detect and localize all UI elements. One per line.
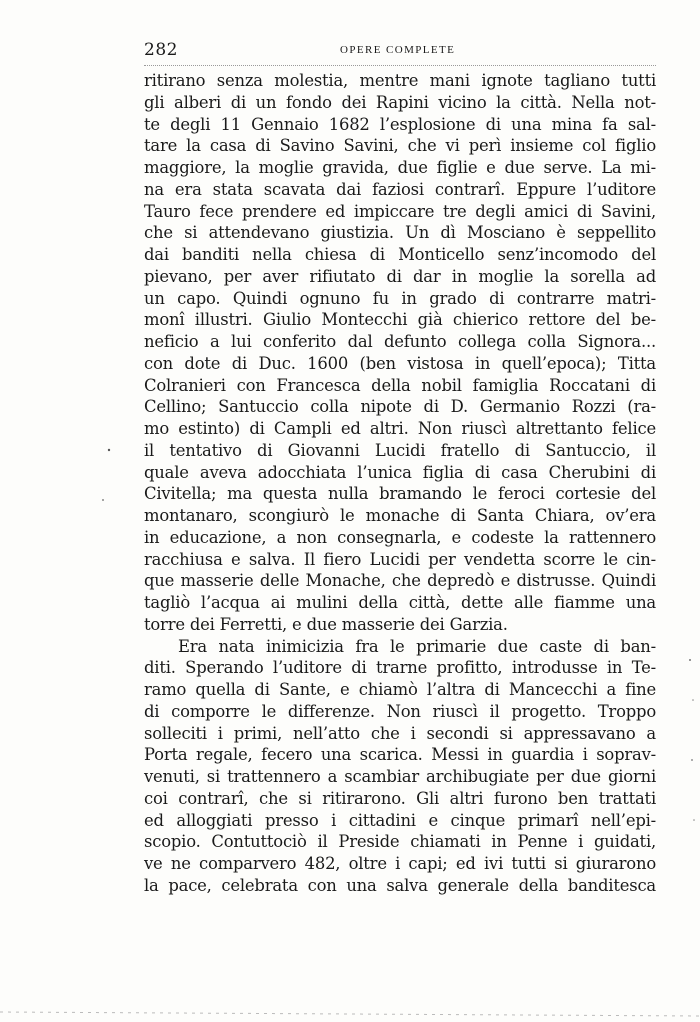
- text-line: pievano, per aver rifiutato di dar in moglie la sorella ad: [144, 266, 656, 286]
- text-line: ritirano senza molestia, mentre mani ignote tagliano tutti: [144, 71, 656, 90]
- text-line: torre dei Ferretti, e due masserie dei Garzia.: [144, 614, 508, 634]
- text-line: la pace, celebrata con una salva generale della banditesca: [144, 875, 656, 895]
- text-line: tagliò l’acqua ai mulini della città, dette alle fiamme una: [144, 593, 656, 612]
- text-line: Civitella; ma questa nulla bramando le feroci cortesie del: [144, 484, 656, 504]
- text-line: scopio. Contuttociò il Preside chiamati in Penne i guidati,: [144, 832, 656, 852]
- scan-speck: [102, 499, 104, 501]
- header-rule: [144, 65, 656, 66]
- text-line: il tentativo di Giovanni Lucidi fratello di Santuccio, il: [144, 440, 656, 460]
- text-line: Tauro fece prendere ed impiccare tre degli amici di Savini,: [144, 201, 656, 221]
- text-line: racchiusa e salva. Il fiero Lucidi per vendetta scorre le cin-: [144, 549, 656, 569]
- text-line: monî illustri. Giulio Montecchi già chierico rettore del be-: [144, 310, 656, 330]
- text-line: coi contrarî, che si ritirarono. Gli altri furono ben trattati: [144, 788, 656, 808]
- text-line: ve ne comparvero 482, oltre i capi; ed ivi tutti si giurarono: [144, 854, 656, 873]
- text-line: solleciti i primi, nell’atto che i secondi si appressavano a: [144, 723, 656, 743]
- text-line: venuti, si trattennero a scambiar archibugiate per due giorni: [144, 767, 656, 786]
- running-title: OPERE COMPLETE: [340, 44, 456, 56]
- scan-speck: [691, 759, 693, 761]
- text-line: que masserie delle Monache, che depredò e distrusse. Quindi: [144, 571, 656, 591]
- text-line: ed alloggiati presso i cittadini e cinque primarî nell’epi-: [144, 810, 656, 830]
- text-line: dai banditi nella chiesa di Monticello senz’incomodo del: [144, 245, 656, 264]
- text-line: Colranieri con Francesca della nobil famiglia Roccatani di: [144, 375, 656, 395]
- paragraph-2: [144, 636, 656, 897]
- text-line: neficio a lui conferito dal defunto collega colla Signora...: [144, 332, 656, 351]
- text-line: Cellino; Santuccio colla nipote di D. Germanio Rozzi (ra-: [144, 397, 656, 417]
- text-line: te degli 11 Gennaio 1682 l’esplosione di una mina fa sal-: [144, 114, 656, 134]
- text-line: tare la casa di Savino Savini, che vi perì insieme col figlio: [144, 136, 656, 156]
- text-line: ramo quella di Sante, e chiamò l’altra di Mancecchi a fine: [144, 680, 656, 699]
- scan-speck: [108, 449, 110, 451]
- scan-edge-mark: [0, 1012, 700, 1016]
- text-line: Porta regale, fecero una scarica. Messi in guardia i soprav-: [144, 745, 656, 765]
- scan-speck: [689, 659, 691, 661]
- text-line: montanaro, scongiurò le monache di Santa Chiara, ov’era: [144, 506, 656, 525]
- text-line: un capo. Quindi ognuno fu in grado di contrarre matri-: [144, 288, 656, 308]
- text-line: quale aveva adocchiata l’unica figlia di casa Cherubini di: [144, 462, 656, 482]
- text-line: na era stata scavata dai faziosi contrarî. Eppure l’uditore: [144, 179, 656, 199]
- text-line: maggiore, la moglie gravida, due figlie e due serve. La mi-: [144, 158, 656, 177]
- page-header: [144, 40, 656, 64]
- scan-speck: [692, 699, 694, 701]
- text-line: con dote di Duc. 1600 (ben vistosa in quell’epoca); Titta: [144, 353, 656, 373]
- text-line: in educazione, a non consegnarla, e codeste la rattennero: [144, 527, 656, 547]
- text-line: di comporre le differenze. Non riuscì il progetto. Troppo: [144, 701, 656, 721]
- text-line: mo estinto) di Campli ed altri. Non riuscì altrettanto felice: [144, 419, 656, 438]
- text-line: che si attendevano giustizia. Un dì Mosciano è seppellito: [144, 223, 656, 243]
- text-line: diti. Sperando l’uditore di trarne profitto, introdusse in Te-: [144, 658, 656, 678]
- text-line: gli alberi di un fondo dei Rapini vicino la città. Nella not-: [144, 92, 656, 112]
- page-number: 282: [144, 40, 178, 60]
- body-text: [144, 70, 656, 897]
- text-line: Era nata inimicizia fra le primarie due caste di ban-: [178, 636, 656, 656]
- paragraph-1: [144, 70, 656, 636]
- scan-speck: [693, 819, 695, 821]
